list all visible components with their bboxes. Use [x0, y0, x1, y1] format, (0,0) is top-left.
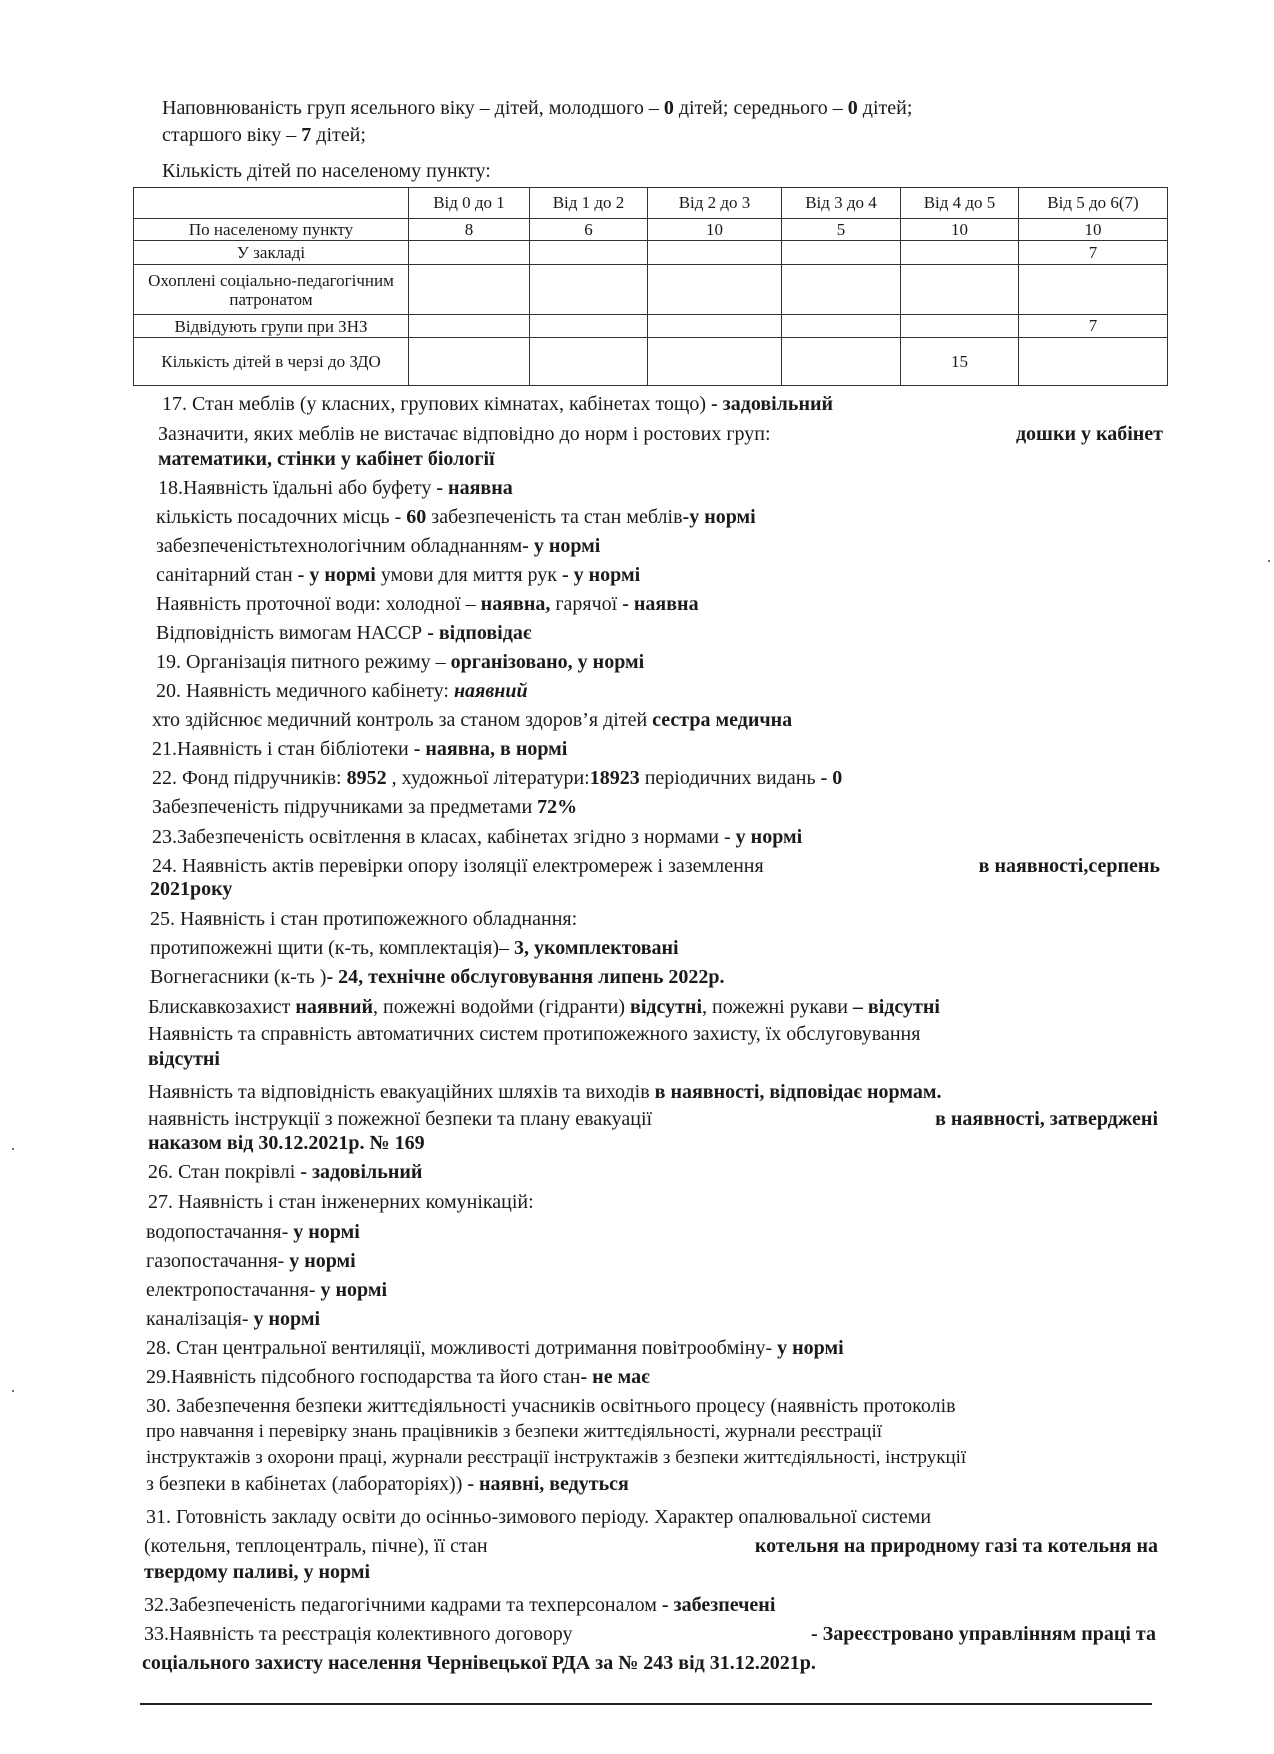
item-26-line: 26. Стан покрівлі - задовільний — [148, 1161, 423, 1183]
item-20-line: 20. Наявність медичного кабінету: наявний — [156, 680, 528, 702]
table-cell: 10 — [648, 219, 782, 241]
item-20-medical-line: хто здійснює медичний контроль за станом здоров’я дітей сестра медична — [152, 709, 793, 731]
table-row — [134, 241, 1168, 265]
table-cell — [648, 265, 782, 315]
item-31-line: 31. Готовність закладу освіти до осінньо-зимового періоду. Характер опалювальної системи — [146, 1506, 932, 1528]
table-header-cell: Від 0 до 1 — [409, 188, 530, 219]
table-header-row — [134, 188, 1168, 219]
table-cell — [901, 315, 1019, 338]
item-25-extinguishers-line: Вогнегасники (к-ть )- 24, технічне обслуговування липень 2022р. — [150, 966, 725, 988]
item-30-line-3: інструктажів з охорони праці, журнали реєстрації інструктажів з безпеки життєдіяльності, інструкції — [146, 1447, 967, 1468]
scan-speck — [12, 1148, 14, 1150]
table-header-cell — [134, 188, 409, 219]
item-18-sanitary-line: санітарний стан - у нормі умови для миття рук - у нормі — [156, 564, 641, 586]
item-17-line: 17. Стан меблів (у класних, групових кімнатах, кабінетах тощо) - задовільний — [162, 393, 834, 415]
item-33-line-2: соціального захисту населення Чернівецької РДА за № 243 від 31.12.2021р. — [142, 1652, 816, 1674]
row-label: Відвідують групи при ЗНЗ — [134, 315, 409, 338]
table-cell — [901, 241, 1019, 265]
table-header-cell: Від 5 до 6(7) — [1019, 188, 1168, 219]
row-label: У закладі — [134, 241, 409, 265]
table-header-cell: Від 4 до 5 — [901, 188, 1019, 219]
table-cell — [409, 241, 530, 265]
item-25-auto-systems-line-2: відсутні — [148, 1048, 220, 1070]
item-27-gas-line: газопостачання- у нормі — [146, 1250, 356, 1272]
table-cell: 10 — [1019, 219, 1168, 241]
item-27-line: 27. Наявність і стан інженерних комунікацій: — [148, 1191, 534, 1213]
item-27-electric-line: електропостачання- у нормі — [146, 1279, 388, 1301]
item-24-line-2: 2021року — [150, 878, 233, 900]
item-28-line: 28. Стан центральної вентиляції, можливості дотримання повітрообміну- у нормі — [146, 1337, 844, 1359]
item-18-water-line: Наявність проточної води: холодної – наявна, гарячої - наявна — [156, 593, 699, 615]
table-cell — [782, 265, 901, 315]
scan-speck — [1268, 560, 1270, 562]
row-label: Охоплені соціально-педагогічним патронатом — [134, 265, 409, 315]
item-18-seats-line: кількість посадочних місць - 60 забезпеченість та стан меблів-у нормі — [156, 506, 756, 528]
row-label: По населеному пункту — [134, 219, 409, 241]
item-19-line: 19. Організація питного режиму – організовано, у нормі — [156, 651, 645, 673]
table-cell — [530, 265, 648, 315]
item-22-line: 22. Фонд підручників: 8952 , художньої літератури:18923 періодичних видань - 0 — [152, 767, 843, 789]
intro-line-1: Наповнюваність груп ясельного віку – дітей, молодшого – 0 дітей; середнього – 0 дітей; — [162, 97, 913, 119]
bottom-rule — [140, 1703, 1152, 1705]
item-17-note-line-2: математики, стінки у кабінет біології — [158, 448, 495, 470]
item-18-haccp-line: Відповідність вимогам НАССР - відповідає — [156, 622, 532, 644]
table-cell — [648, 241, 782, 265]
item-17-note-line: Зазначити, яких меблів не вистачає відповідно до норм і ростових груп: дошки у кабінет — [158, 423, 1163, 445]
table-cell — [1019, 265, 1168, 315]
intro-line-2: старшого віку – 7 дітей; — [162, 124, 366, 146]
item-23-line: 23.Забезпеченість освітлення в класах, кабінетах згідно з нормами - у нормі — [152, 826, 803, 848]
table-cell — [409, 338, 530, 386]
table-cell — [901, 265, 1019, 315]
table-cell: 8 — [409, 219, 530, 241]
table-cell — [530, 315, 648, 338]
table-cell — [782, 315, 901, 338]
table-row — [134, 338, 1168, 386]
item-30-line-4: з безпеки в кабінетах (лабораторіях)) - наявні, ведуться — [146, 1473, 629, 1495]
table-cell: 15 — [901, 338, 1019, 386]
table-cell — [530, 338, 648, 386]
table-cell — [409, 265, 530, 315]
item-29-line: 29.Наявність підсобного господарства та його стан- не має — [146, 1366, 650, 1388]
item-30-line-2: про навчання і перевірку знань працівників з безпеки життєдіяльності, журнали реєстрації — [146, 1421, 883, 1442]
table-row — [134, 219, 1168, 241]
item-25-shields-line: протипожежні щити (к-ть, комплектація)– 3, укомплектовані — [150, 937, 679, 959]
item-25-instructions-line: наявність інструкції з пожежної безпеки та плану евакуації в наявності, затверджені — [148, 1108, 1158, 1130]
table-header-cell: Від 2 до 3 — [648, 188, 782, 219]
item-22-textbooks-line: Забезпеченість підручниками за предметами 72% — [152, 796, 578, 818]
table-cell: 10 — [901, 219, 1019, 241]
item-27-sewage-line: каналізація- у нормі — [146, 1308, 321, 1330]
table-cell — [648, 315, 782, 338]
item-25-auto-systems-line: Наявність та справність автоматичних систем протипожежного захисту, їх обслуговування — [148, 1023, 921, 1045]
item-25-lightning-line: Блискавкозахист наявний, пожежні водойми (гідранти) відсутні, пожежні рукави – відсутні — [148, 996, 940, 1018]
table-cell — [648, 338, 782, 386]
item-25-evacuation-line: Наявність та відповідність евакуаційних шляхів та виходів в наявності, відповідає нормам. — [148, 1081, 942, 1103]
table-cell: 7 — [1019, 241, 1168, 265]
table-cell — [530, 241, 648, 265]
item-31-line-2: (котельня, теплоцентраль, пічне), її стан котельня на природному газі та котельня на — [144, 1535, 1158, 1557]
table-cell — [409, 315, 530, 338]
table-cell: 5 — [782, 219, 901, 241]
item-18-line: 18.Наявність їдальні або буфету - наявна — [158, 477, 513, 499]
item-33-line: 33.Наявність та реєстрація колективного договору - Зареєстровано управлінням праці та — [144, 1623, 1156, 1645]
item-25-line: 25. Наявність і стан протипожежного обладнання: — [150, 908, 578, 930]
table-header-cell: Від 3 до 4 — [782, 188, 901, 219]
item-24-line: 24. Наявність актів перевірки опору ізоляції електромереж і заземлення в наявності,серпень — [152, 855, 1160, 877]
table-cell — [1019, 338, 1168, 386]
table-cell: 7 — [1019, 315, 1168, 338]
row-label: Кількість дітей в черзі до ЗДО — [134, 338, 409, 386]
item-21-line: 21.Наявність і стан бібліотеки - наявна, в нормі — [152, 738, 568, 760]
table-header-cell: Від 1 до 2 — [530, 188, 648, 219]
item-25-instructions-line-2: наказом від 30.12.2021р. № 169 — [148, 1132, 425, 1154]
intro-line-3: Кількість дітей по населеному пункту: — [162, 160, 491, 182]
item-30-line: 30. Забезпечення безпеки життєдіяльності учасників освітнього процесу (наявність протоколів — [146, 1395, 956, 1417]
item-32-line: 32.Забезпеченість педагогічними кадрами та техперсоналом - забезпечені — [144, 1594, 776, 1616]
item-18-equipment-line: забезпеченістьтехнологічним обладнанням- у нормі — [156, 535, 601, 557]
item-27-water-line: водопостачання- у нормі — [146, 1221, 360, 1243]
table-row — [134, 315, 1168, 338]
children-count-table — [133, 187, 1168, 386]
table-row — [134, 265, 1168, 315]
table-cell: 6 — [530, 219, 648, 241]
scan-speck — [12, 1390, 14, 1392]
table-cell — [782, 338, 901, 386]
table-cell — [782, 241, 901, 265]
item-31-line-3: твердому паливі, у нормі — [144, 1561, 371, 1583]
